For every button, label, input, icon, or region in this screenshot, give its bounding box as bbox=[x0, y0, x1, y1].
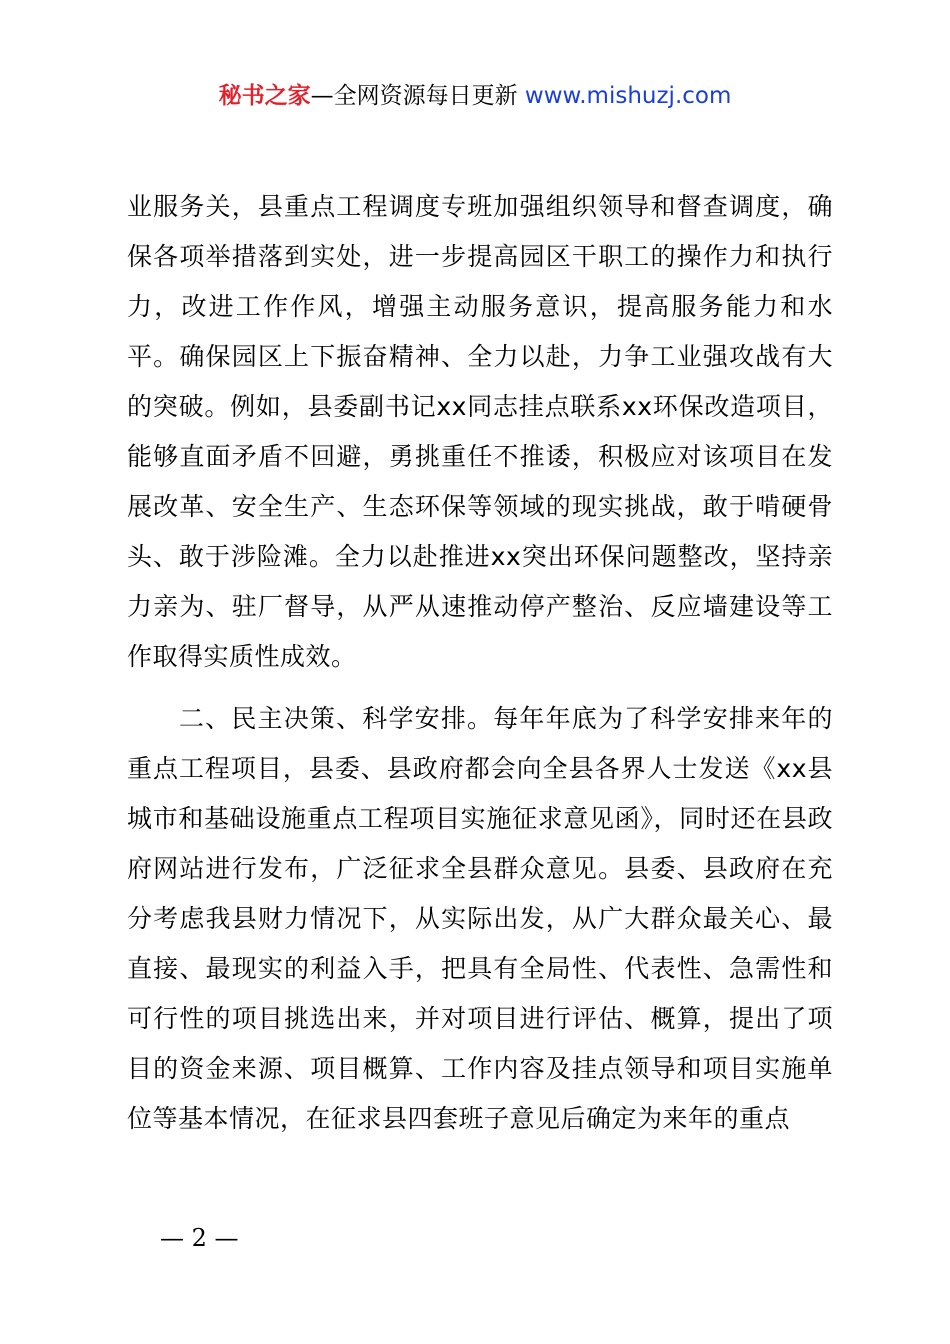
paragraph-section-two: 二、民主决策、科学安排。每年年底为了科学安排来年的重点工程项目，县委、县政府都会向全县各界人士发送《xx县城市和基础设施重点工程项目实施征求意见函》，同时还在县政府网站进行发布，广泛征求全县群众意见。县委、县政府在充分考虑我县财力情况下，从实际出发，从广大群众最关心、最直接、最现实的利益入手，把具有全局性、代表性、急需性和可行性的项目挑选出来，并对项目进行评估、概算，提出了项目的资金来源、项目概算、工作内容及挂点领导和项目实施单位等基本情况，在征求县四套班子意见后确定为来年的重点 bbox=[127, 704, 833, 1133]
site-url-link[interactable]: www.mishuzj.com bbox=[524, 83, 732, 109]
document-body bbox=[127, 182, 833, 1144]
page-number: — 2 — bbox=[160, 1224, 239, 1252]
brand-name: 秘书之家 bbox=[218, 83, 311, 109]
paragraph-continuation: 业服务关，县重点工程调度专班加强组织领导和督查调度，确保各项举措落到实处，进一步提高园区干职工的操作力和执行力，改进工作作风，增强主动服务意识，提高服务能力和水平。确保园区上下振奋精神、全力以赴，力争工业强攻战有大的突破。例如，县委副书记xx同志挂点联系xx环保改造项目，能够直面矛盾不回避，勇挑重任不推诿，积极应对该项目在发展改革、安全生产、生态环保等领域的现实挑战，敢于啃硬骨头、敢于涉险滩。全力以赴推进xx突出环保问题整改，坚持亲力亲为、驻厂督导，从严从速推动停产整治、反应墙建设等工作取得实质性成效。 bbox=[127, 192, 833, 671]
page-header bbox=[0, 80, 950, 112]
header-tagline: —全网资源每日更新 bbox=[310, 83, 518, 109]
